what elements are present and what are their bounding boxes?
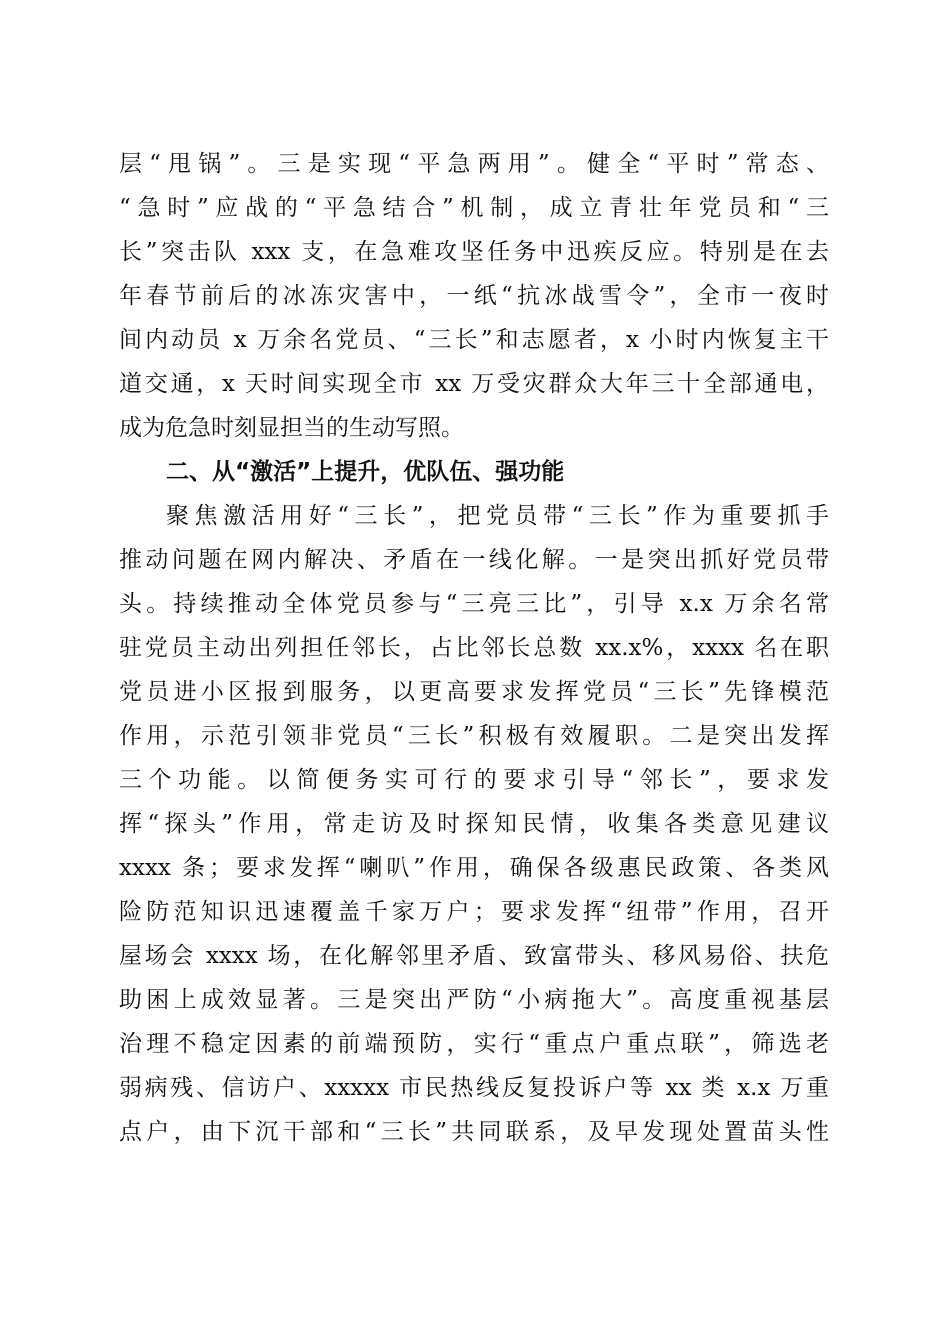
section-heading: 二、从“激活”上提升，优队伍、强功能: [166, 459, 565, 485]
paragraph-1-line-7: 成为危急时刻显担当的生动写照。: [119, 415, 464, 441]
paragraph-1-line-6: 道交通，x 天时间实现全市 xx 万受灾群众大年三十全部通电，: [119, 371, 829, 397]
paragraph-2-line-2: 推动问题在网内解决、矛盾在一线化解。一是突出抓好党员带: [119, 547, 829, 573]
paragraph-2-line-12: 助困上成效显著。三是突出严防“小病拖大”。高度重视基层: [119, 987, 829, 1013]
paragraph-2-line-11: 屋场会 xxxx 场，在化解邻里矛盾、致富带头、移风易俗、扶危: [119, 943, 829, 969]
paragraph-1-line-1: 层“甩锅”。三是实现“平急两用”。健全“平时”常态、: [119, 151, 829, 177]
paragraph-2-line-13: 治理不稳定因素的前端预防，实行“重点户重点联”，筛选老: [119, 1031, 829, 1057]
paragraph-2-line-3: 头。持续推动全体党员参与“三亮三比”，引导 x.x 万余名常: [119, 591, 829, 617]
paragraph-2-line-15: 点户，由下沉干部和“三长”共同联系，及早发现处置苗头性: [119, 1119, 829, 1145]
paragraph-1-line-4: 年春节前后的冰冻灾害中，一纸“抗冰战雪令”，全市一夜时: [119, 283, 829, 309]
paragraph-2-line-10: 险防范知识迅速覆盖千家万户；要求发挥“纽带”作用，召开: [119, 899, 829, 925]
paragraph-1-line-3: 长”突击队 xxx 支，在急难攻坚任务中迅疾反应。特别是在去: [119, 239, 829, 265]
paragraph-1-line-5: 间内动员 x 万余名党员、“三长”和志愿者，x 小时内恢复主干: [119, 327, 829, 353]
paragraph-2-line-7: 三个功能。以简便务实可行的要求引导“邻长”，要求发: [119, 767, 829, 793]
paragraph-2-line-4: 驻党员主动出列担任邻长，占比邻长总数 xx.x%，xxxx 名在职: [119, 635, 829, 661]
paragraph-1-line-2: “急时”应战的“平急结合”机制，成立青壮年党员和“三: [119, 195, 829, 221]
paragraph-2-line-8: 挥“探头”作用，常走访及时探知民情，收集各类意见建议: [119, 811, 829, 837]
paragraph-2-line-6: 作用，示范引领非党员“三长”积极有效履职。二是突出发挥: [119, 723, 829, 749]
paragraph-2-line-9: xxxx 条；要求发挥“喇叭”作用，确保各级惠民政策、各类风: [119, 855, 829, 881]
paragraph-2-line-1: 聚焦激活用好“三长”，把党员带“三长”作为重要抓手: [166, 503, 829, 529]
paragraph-2-line-14: 弱病残、信访户、xxxxx 市民热线反复投诉户等 xx 类 x.x 万重: [119, 1075, 829, 1101]
paragraph-2-line-5: 党员进小区报到服务，以更高要求发挥党员“三长”先锋模范: [119, 679, 829, 705]
